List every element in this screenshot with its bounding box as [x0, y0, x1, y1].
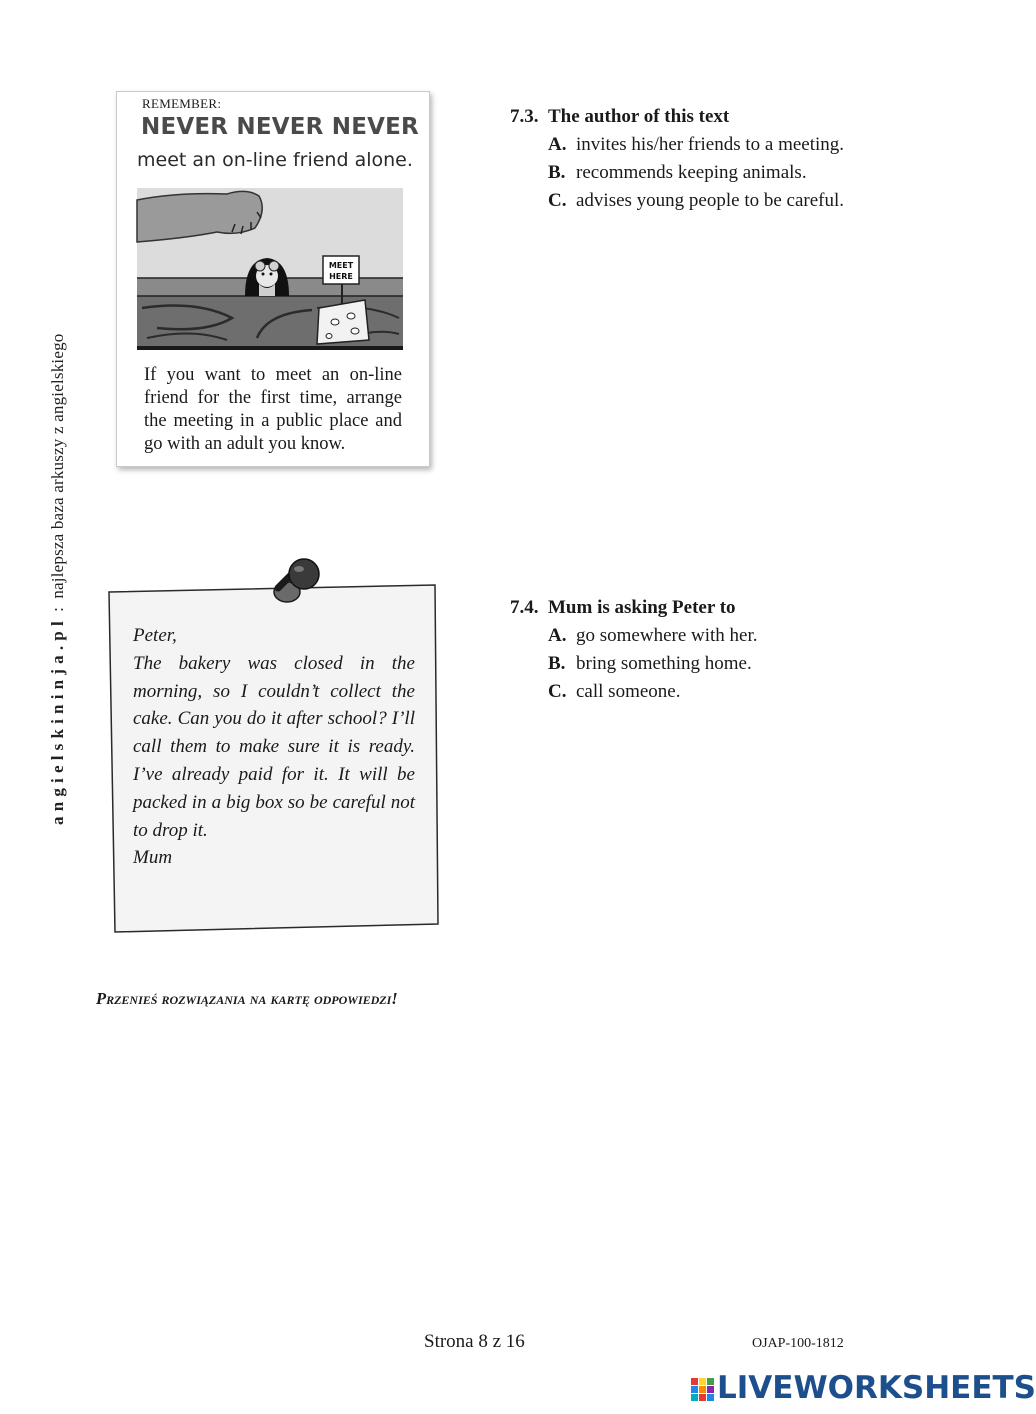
answer-option-a[interactable]: A. invites his/her friends to a meeting. [548, 134, 845, 155]
note-text [133, 622, 415, 872]
cat-mouse-illustration [137, 188, 403, 350]
side-watermark-text [48, 334, 68, 825]
liveworksheets-logo-icon [691, 1378, 715, 1402]
transfer-answers-instruction: Przenieś rozwiązania na kartę odpowiedzi! [96, 989, 398, 1008]
note-greeting: Peter, [133, 625, 177, 646]
question-number: 7.4. [510, 597, 539, 618]
answer-option-c[interactable]: C. advises young people to be careful. [548, 190, 845, 211]
question-7-3 [510, 103, 950, 215]
poster-body-text: If you want to meet an on-line friend for the first time, arrange the meeting in a public place and go with an adult you know. [144, 365, 402, 454]
answer-option-b[interactable]: B. bring something home. [548, 653, 752, 674]
page-number: Strona 8 z 16 [424, 1331, 525, 1352]
question-text: Mum is asking Peter to [548, 597, 736, 618]
side-separator: : [48, 607, 67, 612]
exam-code: OJAP-100-1812 [752, 1336, 844, 1351]
note-signature: Mum [133, 847, 173, 869]
safety-poster [116, 91, 430, 467]
question-number: 7.3. [510, 106, 539, 127]
sign-line-2: HERE [329, 272, 353, 281]
poster-remember-label: REMEMBER: [142, 96, 222, 111]
question-7-4 [510, 594, 950, 706]
answer-option-c[interactable]: C. call someone. [548, 681, 681, 702]
question-prompt [510, 594, 950, 622]
sign-line-1: MEET [328, 261, 354, 270]
answer-option-a[interactable]: A. go somewhere with her. [548, 625, 758, 646]
poster-headline: NEVER NEVER NEVER [141, 114, 419, 140]
note-message: The bakery was closed in the morning, so I couldn’t collect the cake. Can you do it after school? I’ll call them to make sure it is ready. I’ve already paid for it. It will be packed in a big box so be careful not to drop it. [133, 652, 415, 841]
side-tagline: najlepsza baza arkuszy z angielskiego [48, 333, 67, 599]
question-prompt [510, 103, 950, 131]
question-text: The author of this text [548, 106, 730, 127]
poster-subline: meet an on-line friend alone. [137, 149, 413, 171]
side-brand: angielskininja.pl [48, 616, 67, 825]
answer-option-b[interactable]: B. recommends keeping animals. [548, 162, 807, 183]
liveworksheets-logo-text: LIVEWORKSHEETS [717, 1370, 1036, 1406]
